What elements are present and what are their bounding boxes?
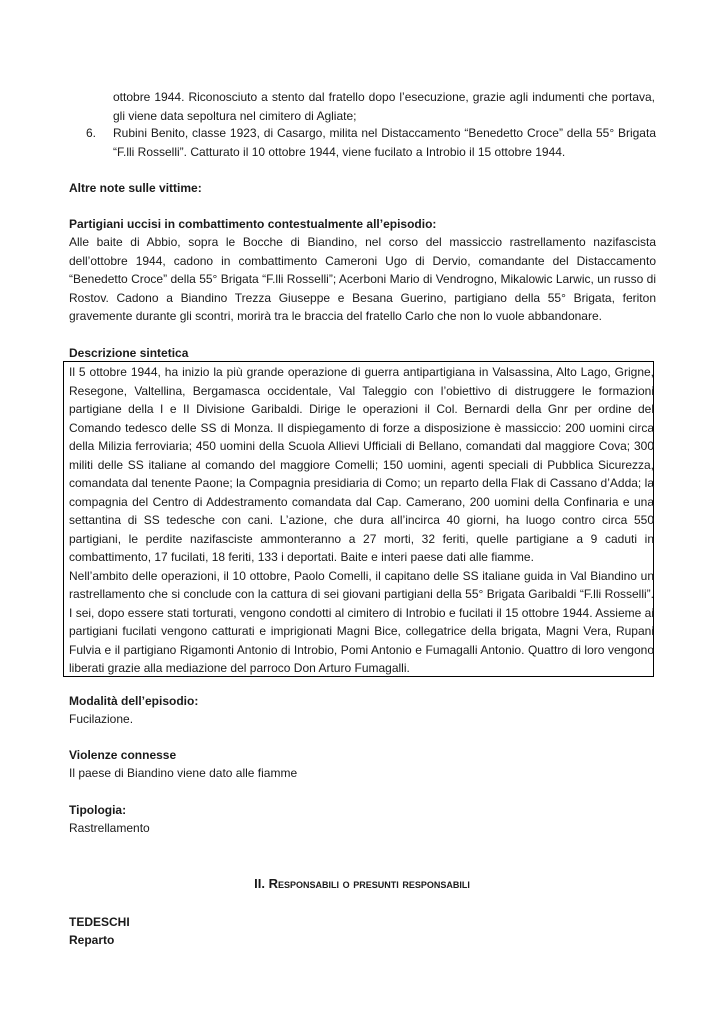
victim-item-6-number: 6. bbox=[86, 126, 97, 140]
type-text: Rastrellamento bbox=[69, 821, 150, 835]
type-heading: Tipologia: bbox=[69, 803, 127, 817]
violence-text: Il paese di Biandino viene dato alle fiamme bbox=[69, 766, 298, 780]
modality-heading: Modalità dell’episodio: bbox=[69, 694, 199, 708]
modality-text: Fucilazione. bbox=[69, 712, 134, 726]
unit-label: Reparto bbox=[69, 933, 115, 947]
section-title-text: II. Responsabili o presunti responsabili bbox=[254, 876, 470, 891]
germans-label: TEDESCHI bbox=[69, 915, 130, 929]
section-title bbox=[0, 875, 724, 894]
summary-heading: Descrizione sintetica bbox=[69, 346, 189, 360]
other-notes-heading: Altre note sulle vittime: bbox=[69, 181, 202, 195]
violence-heading: Violenze connesse bbox=[69, 748, 177, 762]
combat-heading: Partigiani uccisi in combattimento contestualmente all’episodio: bbox=[69, 217, 437, 231]
victim-item-6-text: Rubini Benito, classe 1923, di Casargo, milita nel Distaccamento “Benedetto Croce” della 55° Brigata “F.lli Rosselli”. Catturato il 10 ottobre 1944, viene fucilato a Introbio il 15 ottobre 1944. bbox=[113, 126, 656, 159]
combat-text: Alle baite di Abbio, sopra le Bocche di Biandino, nel corso del massiccio rastrellamento nazifascista dell’ottobre 1944, cadono in combattimento Cameroni Ugo di Dervio, comandante del Distaccamento “Benedetto Croce” della 55° Brigata “F.lli Rosselli”; Acerboni Mario di Vendrogno, Mikalowic Larwic, un russo di Rostov. Cadono a Biandino Trezza Giuseppe e Besana Guerino, partigiano della 55° Brigata, feriton gravemente durante gli scontri, morirà tra le braccia del fratello Carlo che non lo vuole abbandonare. bbox=[69, 235, 656, 323]
summary-box bbox=[63, 361, 654, 677]
victim-item-5-continuation: ottobre 1944. Riconosciuto a stento dal fratello dopo l’esecuzione, grazie agli indumenti che portava, gli viene data sepoltura nel cimitero di Agliate; bbox=[113, 90, 655, 123]
summary-paragraph-2: Nell’ambito delle operazioni, il 10 ottobre, Paolo Comelli, il capitano delle SS italiane guida in Val Biandino un rastrellamento che si conclude con la cattura di sei giovani partigiani della 55° Brigata Garibaldi “F.lli Rosselli”. I sei, dopo essere stati torturati, vengono condotti al cimitero di Introbio e fucilati il 15 ottobre 1944. Assieme ai partigiani fucilati vengono catturati e imprigionati Magni Bice, collegatrice della brigata, Magni Vera, Rupani Fulvia e il partigiano Rigamonti Antonio di Introbio, Pomi Antonio e Fumagalli Antonio. Quattro di loro vengono liberati grazie alla mediazione del parroco Don Arturo Fumagalli. bbox=[69, 568, 654, 675]
victim-item-6 bbox=[86, 124, 656, 161]
summary-paragraph-1: Il 5 ottobre 1944, ha inizio la più grande operazione di guerra antipartigiana in Valsassina, Alto Lago, Grigne, Resegone, Valtellina, Bergamasca occidentale, Val Taleggio con l’obiettivo di distruggere le formazioni partigiane della I e II Divisione Garibaldi. Dirige le operazioni il Col. Bernardi della Gnr per ordine del Comando tedesco delle SS di Monza. Il dispiegamento di forze a disposizione è massiccio: 200 uomini circa della Milizia ferroviaria; 450 uomini della Scuola Allievi Ufficiali di Bellano, comandati dal maggiore Cova; 300 militi delle SS italiane al comando del maggiore Comelli; 150 uomini, agenti speciali di Pubblica Sicurezza, comandata dal tenente Paone; la Compagnia presidiaria di Como; un reparto della Flak di Cassano d’Adda; la compagnia del Centro di Addestramento comandata dal Cap. Camerano, 200 uomini della Confinaria e una settantina di SS tedesche con cani. L’azione, che dura all’incirca 40 giorni, ha luogo contro circa 550 partigiani, le perdite nazifasciste ammonteranno a 27 morti, 32 feriti, quelle partigiane a 9 caduti in combattimento, 17 fucilati, 18 feriti, 133 i deportati. Baite e interi paese dati alle fiamme. bbox=[69, 365, 654, 564]
